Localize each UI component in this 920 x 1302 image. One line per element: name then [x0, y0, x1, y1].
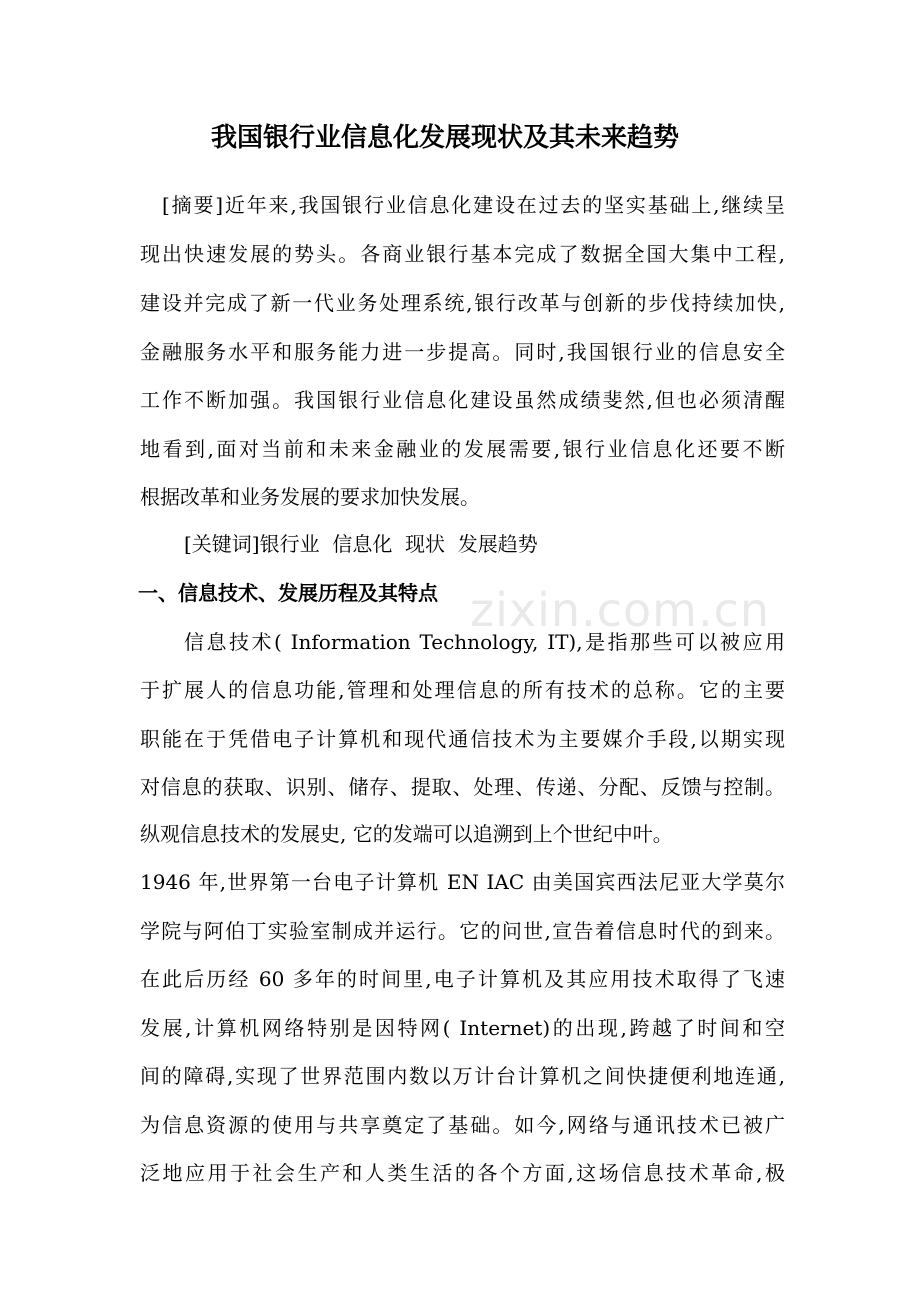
section1-line-2: 于扩展人的信息功能,管理和处理信息的所有技术的总称。它的主要 [140, 678, 785, 702]
section1-line-12: 泛地应用于社会生产和人类生活的各个方面,这场信息技术革命,极 [140, 1161, 785, 1185]
section1-line-6: 1946 年,世界第一台电子计算机 EN IAC 由美国宾西法尼亚大学莫尔 [140, 870, 785, 894]
section1-line-4: 对信息的获取、识别、储存、提取、处理、传递、分配、反馈与控制。 [140, 775, 785, 799]
section1-line-10: 间的障碍,实现了世界范围内数以万计台计算机之间快捷便利地连通, [140, 1064, 785, 1088]
keywords-line: [关键词]银行业 信息化 现状 发展趋势 [184, 532, 538, 556]
abstract-line-3: 建设并完成了新一代业务处理系统,银行改革与创新的步伐持续加快, [140, 291, 785, 315]
watermark: zixin.com.cn [470, 583, 771, 637]
document-title: 我国银行业信息化发展现状及其未来趋势 [210, 123, 679, 153]
section1-line-11: 为信息资源的使用与共享奠定了基础。如今,网络与通讯技术已被广 [140, 1113, 785, 1137]
abstract-line-4: 金融服务水平和服务能力进一步提高。同时,我国银行业的信息安全 [140, 340, 785, 364]
abstract-line-2: 现出快速发展的势头。各商业银行基本完成了数据全国大集中工程, [140, 242, 785, 266]
section1-line-7: 学院与阿伯丁实验室制成并运行。它的问世,宣告着信息时代的到来。 [140, 919, 785, 943]
section1-line-3: 职能在于凭借电子计算机和现代通信技术为主要媒介手段,以期实现 [140, 727, 785, 751]
abstract-line-5: 工作不断加强。我国银行业信息化建设虽然成绩斐然,但也必须清醒 [140, 388, 785, 412]
section1-line-8: 在此后历经 60 多年的时间里,电子计算机及其应用技术取得了飞速 [140, 967, 785, 991]
section1-line-5: 纵观信息技术的发展史, 它的发端可以追溯到上个世纪中叶。 [140, 822, 673, 846]
abstract-line-6: 地看到,面对当前和未来金融业的发展需要,银行业信息化还要不断 [140, 437, 785, 461]
abstract-line-7: 根据改革和业务发展的要求加快发展。 [140, 485, 480, 509]
section1-line-9: 发展,计算机网络特别是因特网( Internet)的出现,跨越了时间和空 [140, 1016, 785, 1040]
abstract-line-1: [摘要]近年来,我国银行业信息化建设在过去的坚实基础上,继续呈 [162, 193, 785, 217]
section-heading-1: 一、信息技术、发展历程及其特点 [138, 581, 438, 605]
section1-line-1: 信息技术( Information Technology, IT),是指那些可以被应用 [184, 630, 785, 654]
